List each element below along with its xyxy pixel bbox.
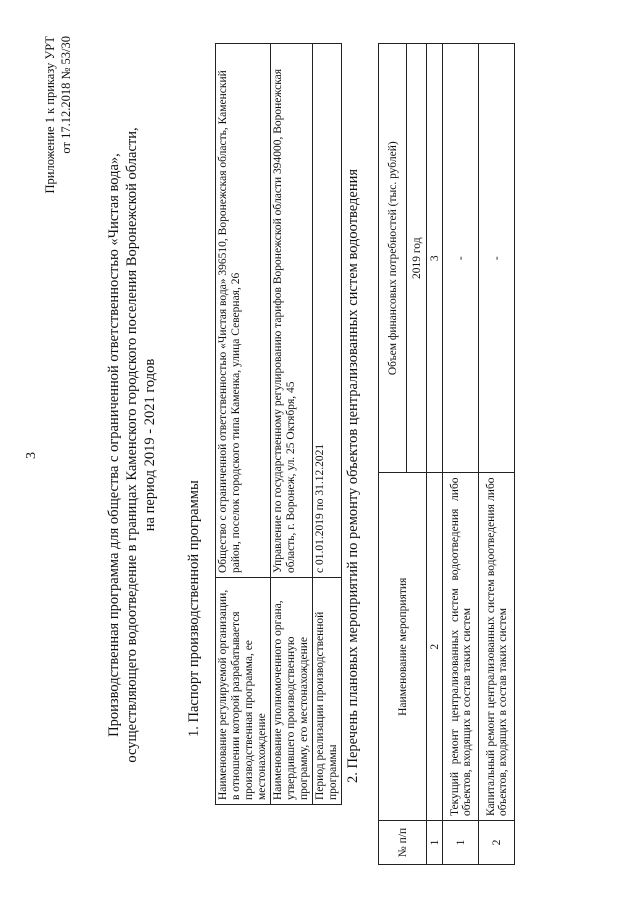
repair-measures-table — [378, 43, 515, 865]
passport-table — [215, 43, 342, 805]
index-cell: 2 — [427, 473, 443, 821]
header-num: № п/п — [379, 821, 427, 865]
passport-label: Период реализации производственной программы — [313, 578, 342, 805]
header-year: 2019 год — [407, 44, 427, 473]
title-line-1: Производственная программа для общества с ограниченной ответственностью «Чистая вода», — [106, 153, 122, 737]
row-num: 2 — [479, 821, 515, 865]
document-title — [105, 75, 159, 815]
section-1-heading: 1. Паспорт производственной программы — [186, 480, 202, 737]
page-number: 3 — [24, 452, 39, 459]
appendix-line-2: от 17.12.2018 № 53/30 — [59, 36, 73, 154]
row-num: 1 — [443, 821, 479, 865]
passport-value: Управление по государственному регулированию тарифов Воронежской области 394000, Воронежская область, г. Воронеж, ул. 25 Октября, 45 — [271, 44, 313, 578]
passport-label: Наименование уполномоченного органа, утвердившего производственную программу, его местонахождение — [271, 578, 313, 805]
header-volume: Объем финансовых потребностей (тыс. рублей) — [379, 44, 407, 473]
section-2-heading: 2. Перечень плановых мероприятий по ремонту объектов централизованных систем водоотведения — [345, 168, 361, 783]
index-cell: 3 — [427, 44, 443, 473]
table-row — [271, 44, 313, 805]
header-name: Наименование мероприятия — [379, 473, 427, 821]
row-value: - — [443, 44, 479, 473]
row-name: Текущий ремонт централизованных систем водоотведения либо объектов, входящих в состав таких систем — [443, 473, 479, 821]
passport-label: Наименование регулируемой организации, в отношении которой разрабатывается производственная программа, ее местонахождение — [216, 578, 271, 805]
table-row — [443, 44, 479, 865]
title-line-3: на период 2019 - 2021 годов — [142, 358, 158, 532]
table-header-row — [379, 44, 407, 865]
table-index-row — [427, 44, 443, 865]
row-name: Капитальный ремонт централизованных систем водоотведения либо объектов, входящих в состав таких систем — [479, 473, 515, 821]
passport-value: Общество с ограниченной ответственностью «Чистая вода» 396510, Воронежская область, Каменский район, поселок городского типа Каменка, улица Северная, 26 — [216, 44, 271, 578]
index-cell: 1 — [427, 821, 443, 865]
title-line-2: осуществляющего водоотведение в границах Каменского городского поселения Воронежской области, — [124, 127, 140, 763]
table-row — [216, 44, 271, 805]
row-value: - — [479, 44, 515, 473]
table-row — [479, 44, 515, 865]
appendix-line-1: Приложение 1 к приказу УРТ — [43, 36, 57, 194]
appendix-note — [42, 36, 74, 194]
passport-value: с 01.01.2019 по 31.12.2021 — [313, 44, 342, 578]
table-row — [313, 44, 342, 805]
